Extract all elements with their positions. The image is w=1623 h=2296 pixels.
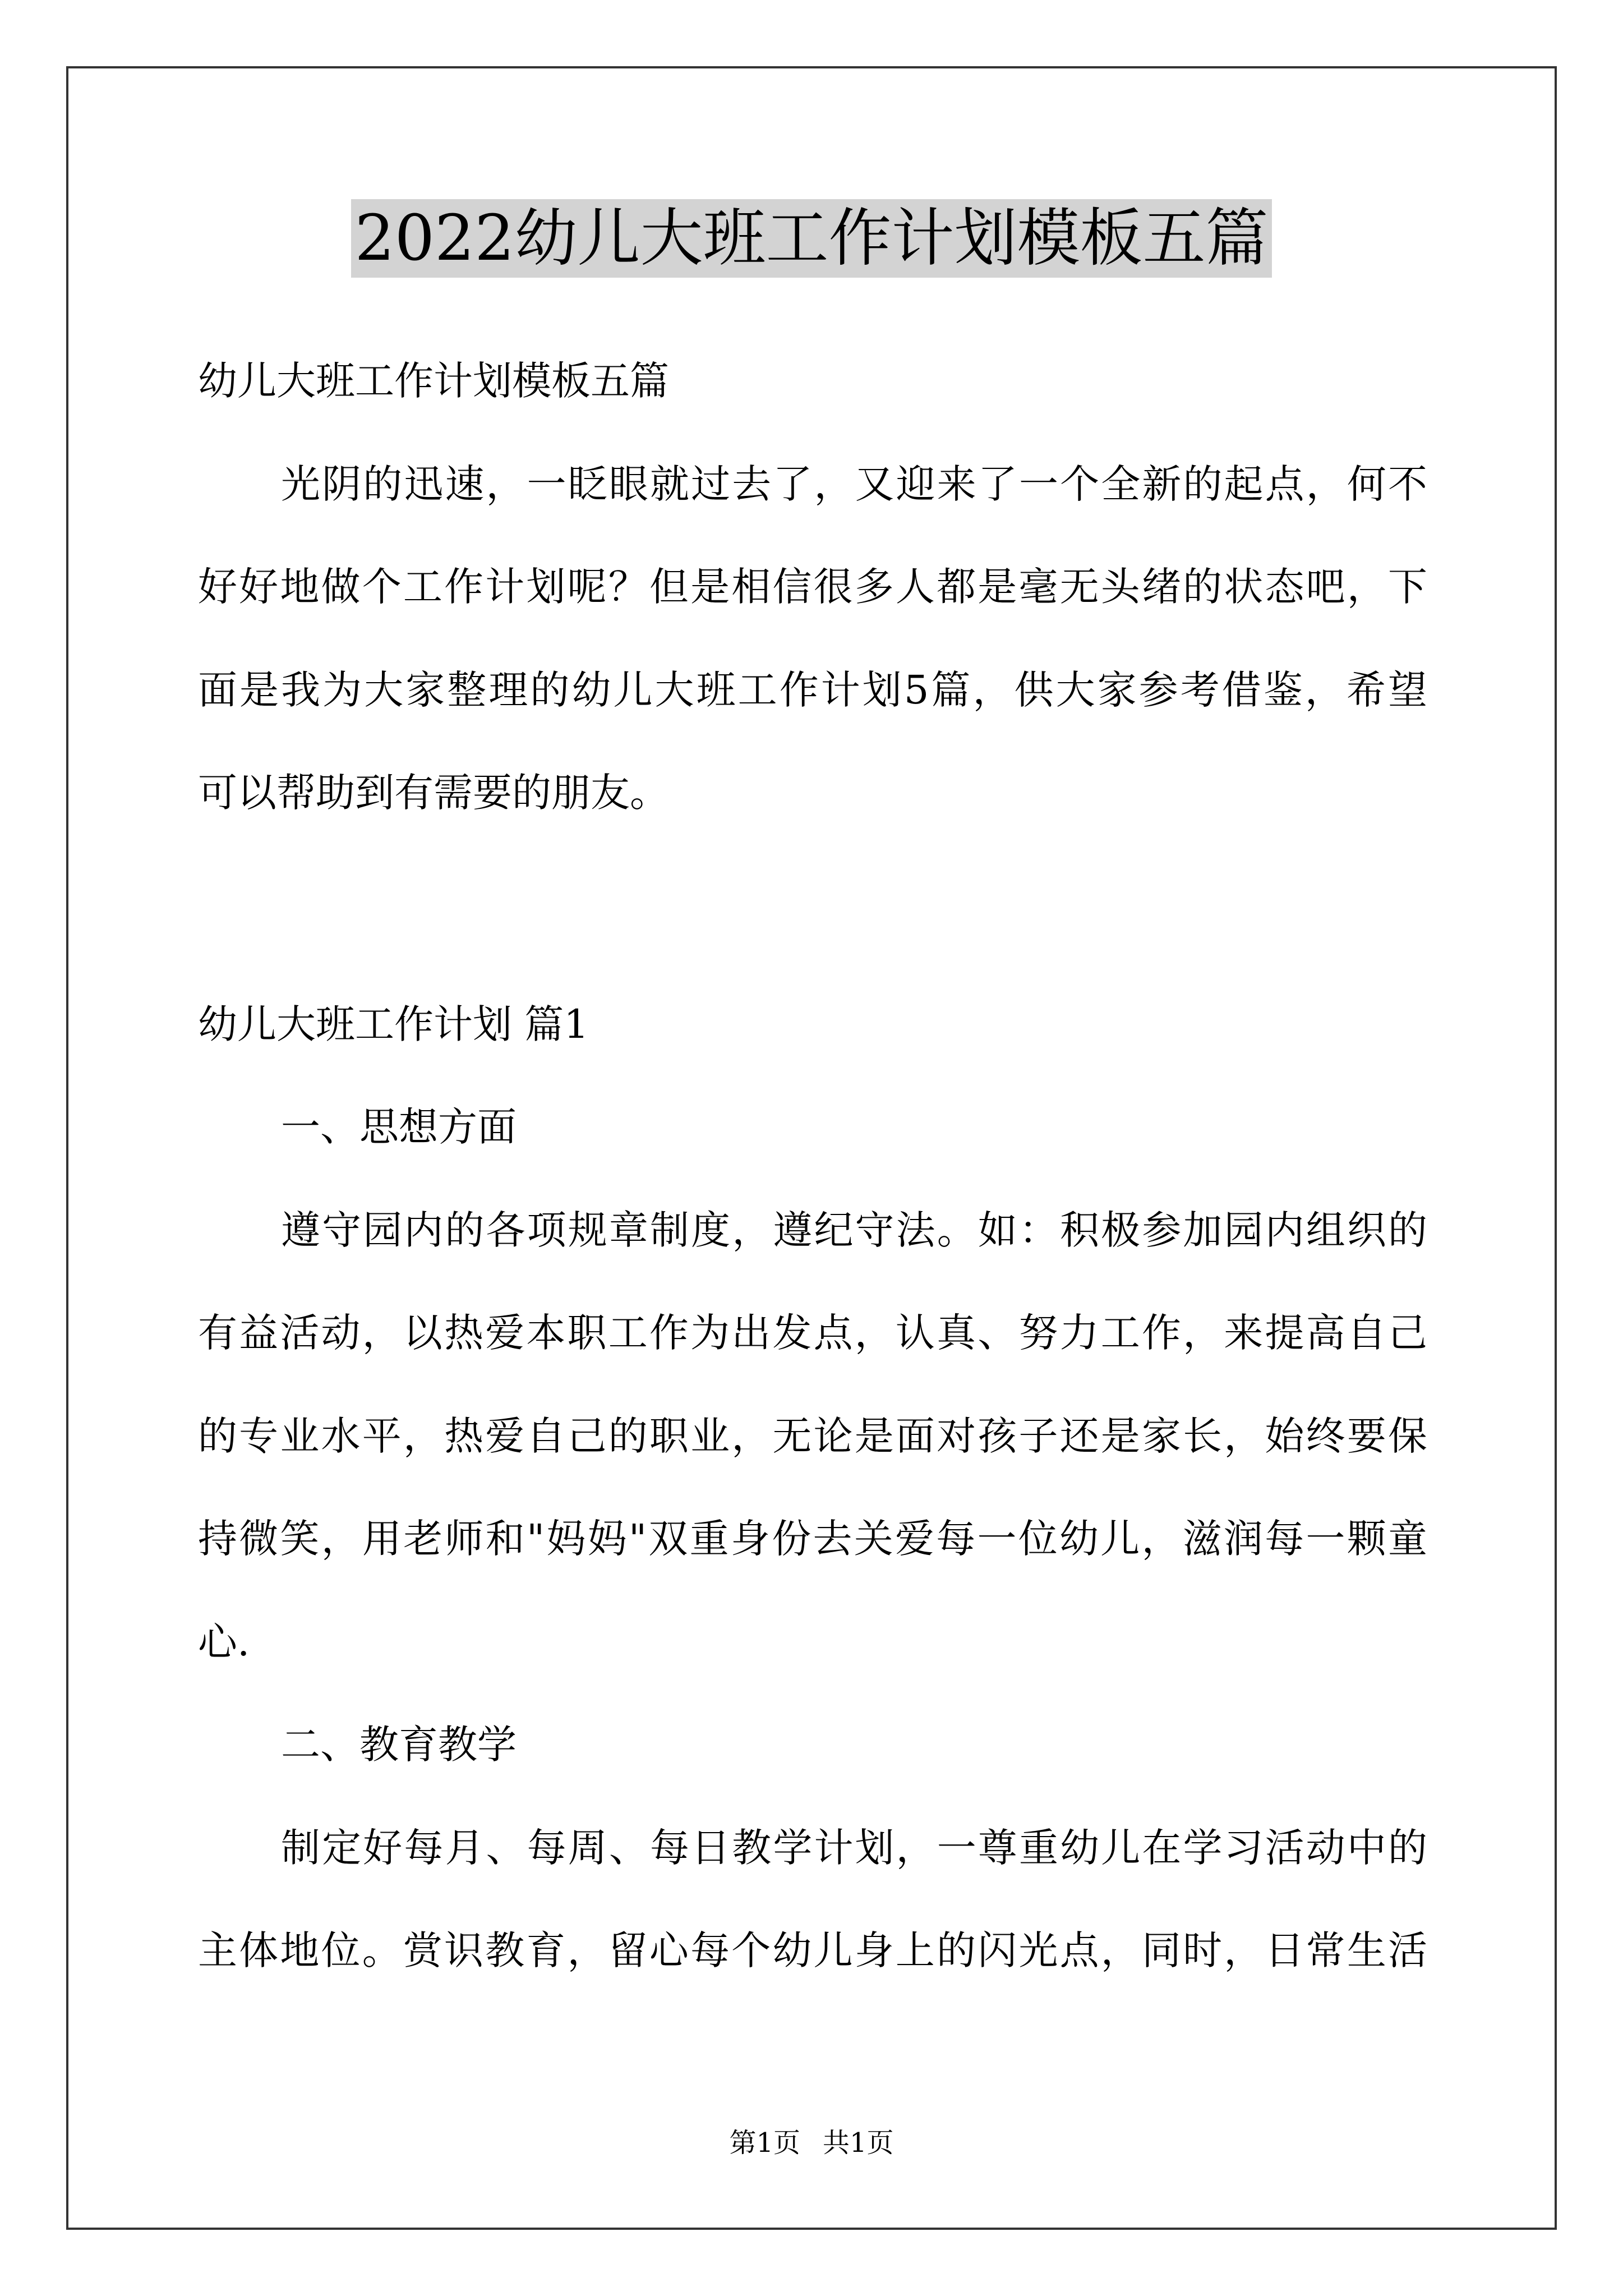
para1-line-4: 持微笑，用老师和"妈妈"双重身份去关爱每一位幼儿，滋润每一颗童	[198, 1516, 1427, 1562]
para1-line-5: 心.	[198, 1619, 250, 1665]
para1-line-2: 有益活动，以热爱本职工作为出发点，认真、努力工作，来提高自己	[198, 1310, 1427, 1356]
document-subtitle: 幼儿大班工作计划模板五篇	[198, 358, 669, 404]
para2-line-2: 主体地位。赏识教育，留心每个幼儿身上的闪光点，同时，日常生活	[198, 1927, 1427, 1973]
heading-education: 二、教育教学	[281, 1722, 517, 1768]
page-footer	[0, 2126, 1623, 2160]
intro-line-1: 光阴的迅速，一眨眼就过去了，又迎来了一个全新的起点，何不	[281, 461, 1427, 507]
page-number-total: 共1页	[823, 2127, 894, 2159]
heading-ideology: 一、思想方面	[281, 1104, 517, 1150]
intro-line-4: 可以帮助到有需要的朋友。	[198, 770, 669, 816]
intro-line-3: 面是我为大家整理的幼儿大班工作计划5篇，供大家参考借鉴，希望	[198, 667, 1427, 713]
page-number-current: 第1页	[729, 2127, 800, 2159]
title-container	[0, 199, 1623, 278]
section-title: 幼儿大班工作计划 篇1	[198, 1001, 589, 1047]
intro-line-2: 好好地做个工作计划呢？但是相信很多人都是毫无头绪的状态吧，下	[198, 564, 1427, 610]
para1-line-1: 遵守园内的各项规章制度，遵纪守法。如：积极参加园内组织的	[281, 1207, 1427, 1253]
document-title: 2022幼儿大班工作计划模板五篇	[351, 199, 1271, 278]
para2-line-1: 制定好每月、每周、每日教学计划，一尊重幼儿在学习活动中的	[281, 1825, 1427, 1871]
para1-line-3: 的专业水平，热爱自己的职业，无论是面对孩子还是家长，始终要保	[198, 1413, 1427, 1459]
